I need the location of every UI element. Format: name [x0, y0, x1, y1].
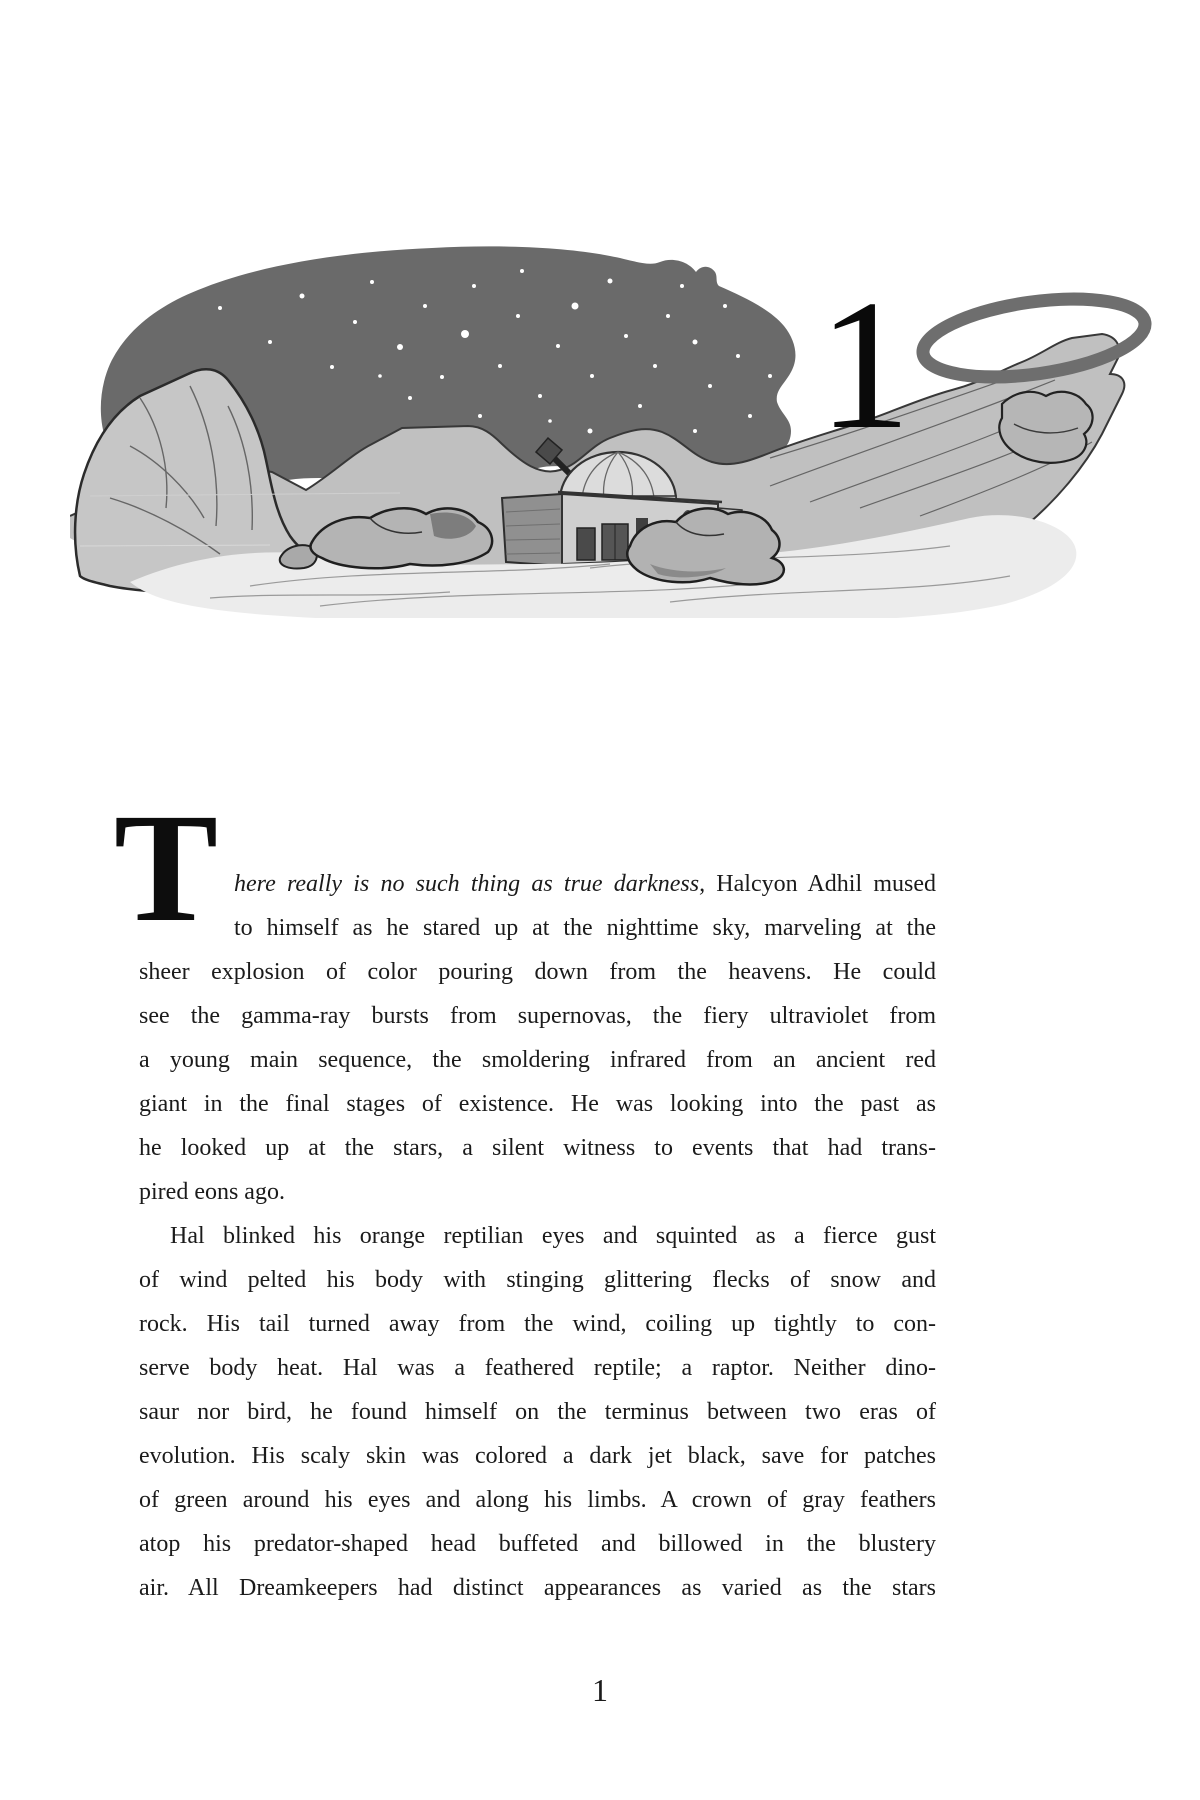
- building-left-wall: [502, 494, 562, 566]
- chapter-illustration: [70, 246, 1155, 618]
- text-line: air. All Dreamkeepers had distinct appearances as varied as the stars: [139, 1575, 936, 1601]
- drop-cap: T: [114, 781, 219, 954]
- door: [577, 528, 595, 560]
- text-line: rock. His tail turned away from the wind, coiling up tightly to con-: [139, 1311, 936, 1337]
- text-line: of wind pelted his body with stinging glittering flecks of snow and: [139, 1267, 936, 1293]
- text-line: Hal blinked his orange reptilian eyes and squinted as a fierce gust: [170, 1223, 936, 1249]
- text-line: atop his predator-shaped head buffeted and billowed in the blustery: [139, 1531, 936, 1557]
- text-line: sheer explosion of color pouring down from the heavens. He could: [139, 959, 936, 985]
- line-text: Halcyon Adhil mused: [705, 871, 936, 897]
- text-line: giant in the final stages of existence. He was looking into the past as: [139, 1091, 936, 1117]
- text-line: serve body heat. Hal was a feathered reptile; a raptor. Neither dino-: [139, 1355, 936, 1381]
- text-line: a young main sequence, the smoldering infrared from an ancient red: [139, 1047, 936, 1073]
- text-line: see the gamma-ray bursts from supernovas, the fiery ultraviolet from: [139, 1003, 936, 1029]
- body-text: [139, 862, 936, 1610]
- text-line: pired eons ago.: [139, 1179, 285, 1205]
- italic-lead-in: here really is no such thing as true darkness,: [234, 871, 706, 897]
- text-line: he looked up at the stars, a silent witness to events that had trans-: [139, 1135, 936, 1161]
- text-line: [139, 862, 936, 906]
- chapter-number: 1: [818, 262, 911, 468]
- text-line: evolution. His scaly skin was colored a dark jet black, save for patches: [139, 1443, 936, 1469]
- text-line: saur nor bird, he found himself on the terminus between two eras of: [139, 1399, 936, 1425]
- text-line: to himself as he stared up at the nighttime sky, marveling at the: [234, 915, 936, 941]
- page-number: 1: [592, 1672, 608, 1708]
- text-line: of green around his eyes and along his limbs. A crown of gray feathers: [139, 1487, 936, 1513]
